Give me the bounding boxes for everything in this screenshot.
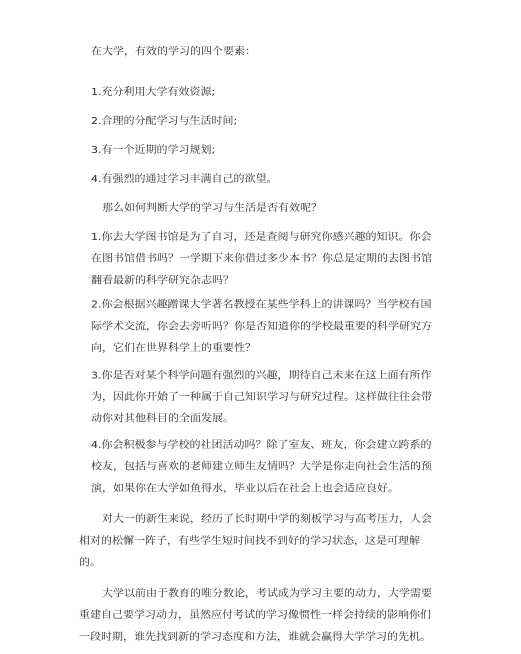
check-paragraph: 2.你会根据兴趣蹭课大学著名教授在某些学科上的讲课吗？当学校有国际学术交流，你会去旁听吗？你是否知道你的学校最重要的科学研究方向，它们在世界科学上的重要性？ <box>91 298 432 354</box>
question-line: 那么如何判断大学的学习与生活是否有效呢？ <box>102 201 322 214</box>
check-paragraph: 3.你是否对某个科学问题有强烈的兴趣，期待自己未来在这上面有所作为，因此你开始了一种属于自己知识学习与研究过程。这样做往往会带动你对其他科目的全面发展。 <box>91 369 432 425</box>
check-paragraph: 1.你去大学图书馆是为了自习，还是查阅与研究你感兴趣的知识。你会在图书馆借书吗？一学期下来你借过多少本书？你总是定期的去图书馆翻看最新的科学研究杂志吗？ <box>91 230 432 286</box>
freshman-paragraph: 对大一的新生来说，经历了长时期中学的刻板学习与高考压力，人会相对的松懈一阵子，有些学生短时间找不到好的学习状态，这是可理解的。 <box>79 513 432 569</box>
factor-item: 4.有强烈的通过学习丰满自己的欲望。 <box>91 172 278 185</box>
motivation-paragraph: 大学以前由于教育的唯分数论，考试成为学习主要的动力，大学需要重建自己要学习动力，虽然应付考试的学习像惯性一样会持续的影响你们一段时期，谁先找到新的学习态度和方法，谁就会赢得大学学习的先机。 <box>79 587 432 643</box>
intro-line: 在大学，有效的学习的四个要素： <box>91 45 256 58</box>
check-paragraph: 4.你会积极参与学校的社团活动吗？除了室友、班友，你会建立跨系的校友，包括与喜欢的老师建立师生友情吗？大学是你走向社会生活的预演，如果你在大学如鱼得水，毕业以后在社会上也会适应良好。 <box>91 438 432 495</box>
factor-item: 1.充分利用大学有效资源; <box>91 85 216 98</box>
factor-item: 2.合理的分配学习与生活时间; <box>91 114 238 127</box>
factor-item: 3.有一个近期的学习规划; <box>91 143 216 156</box>
